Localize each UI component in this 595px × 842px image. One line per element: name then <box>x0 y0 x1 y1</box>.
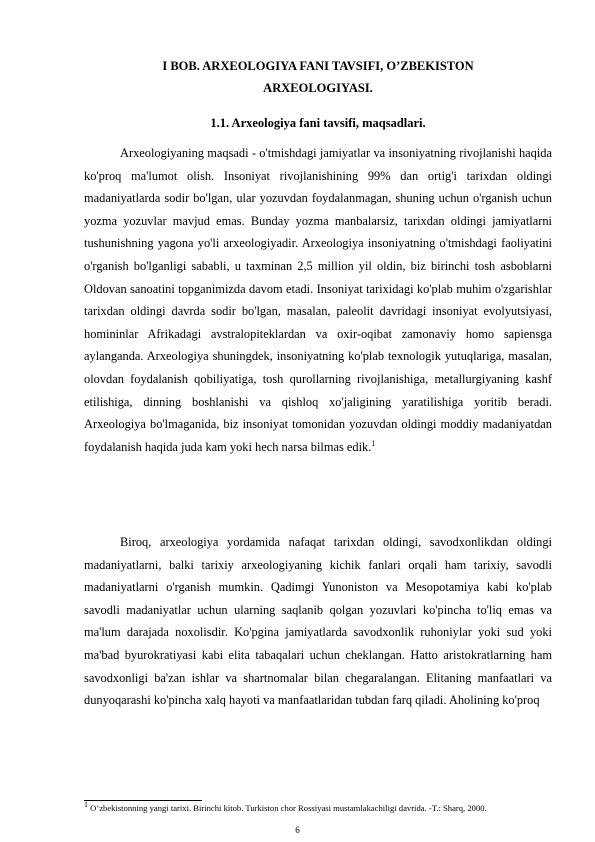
page-number: 6 <box>295 825 300 835</box>
footnote-separator <box>84 800 202 801</box>
footnote <box>84 800 524 814</box>
section-heading: 1.1. Arxeologiya fani tavsifi, maqsadlari. <box>210 116 426 130</box>
footnote-reference[interactable]: 1 <box>371 438 376 448</box>
footnote-number: 1 <box>84 800 88 810</box>
chapter-heading-line2: ARXEOLOGIYASI. <box>263 81 373 95</box>
chapter-heading-line1: I BOB. ARXEOLOGIYA FANI TAVSIFI, O’ZBEKISTON <box>162 59 474 73</box>
footnote-text: O’zbekistonning yangi tarixi. Birinchi kitob. Turkiston chor Rossiyasi mustamlakachiligi davrida. -T.: Sharq, 2000. <box>88 803 487 813</box>
chapter-heading <box>84 55 552 99</box>
body-paragraph-1 <box>84 142 552 458</box>
paragraph-1-text: Arxeologiyaning maqsadi - o'tmishdagi jamiyatlar va insoniyatning rivojlanishi haqida ko'proq ma'lumot olish. Insoniyat rivojlanishining 99% dan ortig'i tarixdan oldingi madaniyatlarda sodir bo'lgan, ular yozuvdan foydalanmagan, shuning uchun o'rganish uchun yozma yozuvlar mavjud emas. Bunday yozma manbalarsiz, tarixdan oldingi jamiyatlarni tushunishning yagona yo'li arxeologiyadir. Arxeologiya insoniyatning o'tmishdagi faoliyatini o'rganish bo'lganligi sababli, u taxminan 2,5 million yil oldin, biz birinchi tosh asboblarni Oldovan sanoatini topganimizda davom etadi. Insoniyat tarixidagi ko'plab muhim o'zgarishlar tarixdan oldingi davrda sodir bo'lgan, masalan, paleolit davridagi insoniyat evolyutsiyasi, homininlar Afrikadagi avstralopiteklardan va oxir-oqibat zamonaviy homo sapiensga aylanganda. Arxeologiya shuningdek, insoniyatning ko'plab texnologik yutuqlariga, masalan, olovdan foydalanish qobiliyatiga, tosh qurollarning rivojlanishiga, metallurgiyaning kashf etilishiga, dinning boshlanishi va qishloq xo'jaligining yaratilishiga yoritib beradi. Arxeologiya bo'lmaganida, biz insoniyat tomonidan yozuvdan oldingi moddiy madaniyatdan foydalanish haqida juda kam yoki hech narsa bilmas edik. <box>84 146 552 454</box>
body-paragraph-2: Biroq, arxeologiya yordamida nafaqat tarixdan oldingi, savodxonlikdan oldingi madaniyatlarni, balki tarixiy arxeologiyaning kichik fanlari orqali ham tarixiy, savodli madaniyatlarni o'rganish mumkin. Qadimgi Yunoniston va Mesopotamiya kabi ko'plab savodli madaniyatlar uchun ularning saqlanib qolgan yozuvlari ko'pincha to'liq emas va ma'lum darajada noxolisdir. Ko'pgina jamiyatlarda savodxonlik ruhoniylar yoki sud yoki ma'bad byurokratiyasi kabi elita tabaqalari uchun cheklangan. Hatto aristokratlarning ham savodxonligi ba'zan ishlar va shartnomalar bilan chegaralangan. Elitaning manfaatlari va dunyoqarashi ko'pincha xalq hayoti va manfaatlaridan tubdan farq qiladi. Aholining ko'proq <box>84 535 552 708</box>
